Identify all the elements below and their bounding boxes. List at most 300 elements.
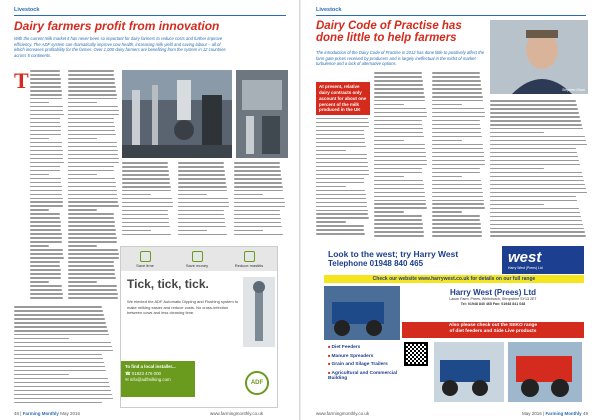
text-line [490, 224, 583, 226]
right-folio: May 2016 | Farming Monthly 49 [522, 411, 588, 416]
text-line [30, 297, 63, 299]
text-line [490, 192, 587, 194]
text-line [374, 124, 422, 126]
text-line [316, 142, 365, 144]
text-line [316, 225, 364, 227]
seko-line-1: Also please check out the SEKO range [448, 323, 538, 328]
spreader-photo [508, 342, 582, 402]
text-line [316, 126, 369, 128]
seko-banner[interactable] [402, 322, 584, 338]
text-line [432, 92, 482, 94]
text-line [14, 330, 108, 332]
text-line [432, 84, 481, 86]
text-line [68, 78, 115, 80]
text-line [490, 208, 579, 210]
text-line [432, 76, 480, 78]
reduce-mastitis-icon-cell [231, 251, 267, 268]
ad-slogan: Look to the west; try Harry West [328, 249, 459, 259]
text-line [30, 273, 61, 275]
contact-heading: To find a local installer... [125, 364, 176, 369]
text-line [490, 184, 585, 186]
text-line [316, 213, 368, 215]
text-line [178, 178, 226, 180]
body-column-4 [490, 100, 588, 240]
text-line [432, 112, 485, 114]
text-line [374, 136, 424, 138]
text-line [432, 128, 481, 130]
text-line [316, 174, 369, 176]
text-line [122, 174, 169, 176]
text-line [68, 150, 118, 152]
text-line [374, 172, 422, 174]
text-line [178, 190, 227, 192]
text-line [432, 88, 482, 90]
text-line [432, 140, 462, 142]
text-line [30, 269, 61, 271]
text-line [178, 202, 229, 204]
text-line [374, 148, 425, 150]
text-line [14, 318, 105, 320]
text-line [432, 219, 480, 221]
text-lines [374, 72, 428, 237]
issue-date: May 2016 [60, 411, 80, 416]
text-line [432, 148, 483, 150]
pull-quote: At present, relative dairy contracts only account for about one percent of the milk produced in the UK [316, 82, 370, 115]
text-line [122, 230, 151, 232]
text-line [68, 118, 114, 120]
text-line [14, 402, 102, 404]
text-line [30, 74, 60, 76]
text-lines [178, 162, 230, 235]
text-line [30, 293, 63, 295]
text-line [122, 218, 169, 220]
text-line [178, 234, 227, 236]
text-line [490, 104, 577, 106]
text-line [316, 190, 365, 192]
text-line [14, 374, 69, 376]
text-line [178, 230, 207, 232]
text-line [374, 128, 423, 130]
text-line [68, 221, 115, 223]
text-line [490, 188, 586, 190]
text-line [374, 160, 427, 162]
text-line [68, 194, 117, 196]
text-line [432, 168, 480, 170]
company-address: Lacon Farm, Prees, Whitchurch, Shropshire SY13 2ET [449, 297, 537, 301]
text-line [68, 229, 116, 231]
text-line [316, 221, 346, 223]
text-line [30, 114, 64, 116]
text-line [30, 174, 49, 176]
text-line [374, 184, 424, 186]
text-line [234, 174, 281, 176]
text-line [234, 162, 280, 164]
text-line [178, 166, 224, 168]
text-line [68, 162, 119, 164]
text-line [316, 138, 365, 140]
text-line [178, 194, 207, 196]
text-line [122, 198, 172, 200]
text-line [14, 326, 107, 328]
text-line [316, 170, 369, 172]
text-line [432, 200, 484, 202]
text-line [30, 134, 61, 136]
text-line [432, 188, 482, 190]
text-line [490, 212, 580, 214]
text-line [30, 78, 61, 80]
text-line [316, 146, 366, 148]
text-line [30, 194, 62, 196]
text-line [490, 132, 544, 134]
text-line [68, 182, 116, 184]
save-money-icon-cell [179, 251, 215, 268]
text-line [14, 362, 104, 364]
text-line [68, 86, 116, 88]
section-rule [14, 15, 286, 16]
text-line [68, 249, 118, 251]
text-line [30, 138, 49, 140]
icon-label: Save time [136, 263, 154, 268]
text-line [68, 265, 114, 267]
text-line [178, 222, 225, 224]
product-item: ■ Manure Spreaders [328, 353, 402, 359]
text-line [490, 156, 578, 158]
text-line [30, 102, 49, 104]
text-line [30, 229, 61, 231]
body-column-3 [122, 162, 174, 240]
text-line [234, 202, 285, 204]
text-line [374, 235, 424, 237]
text-line [68, 158, 119, 160]
ad-contact-box[interactable] [121, 361, 195, 397]
text-line [178, 170, 225, 172]
text-line [432, 176, 462, 178]
text-line [30, 186, 62, 188]
text-line [68, 114, 119, 116]
text-line [30, 221, 61, 223]
text-line [374, 223, 423, 225]
text-line [30, 162, 64, 164]
section-label: Livestock [14, 7, 40, 13]
text-line [30, 217, 60, 219]
text-line [316, 198, 366, 200]
text-line [490, 164, 580, 166]
text-line [68, 190, 117, 192]
text-line [122, 206, 173, 208]
page-number: 49 [582, 411, 588, 416]
text-line [68, 233, 116, 235]
text-line [490, 231, 585, 233]
text-line [122, 214, 168, 216]
text-line [122, 190, 171, 192]
text-line [490, 116, 580, 118]
text-line [14, 358, 103, 360]
text-line [30, 277, 61, 279]
text-line [490, 100, 576, 102]
text-line [374, 80, 423, 82]
text-line [14, 394, 112, 396]
text-line [490, 140, 586, 142]
text-line [432, 120, 480, 122]
issue-date: May 2016 [522, 411, 542, 416]
text-line [374, 211, 404, 213]
text-line [234, 206, 285, 208]
text-line [490, 128, 583, 130]
article-standfirst: With the current milk market it has never been so important for dairy farmers to reduce costs and further improve efficiency. The ADF system can dramatically improve cow health, increasing milk yield and saving labour – all of which increases profitability for the farmer. Over 1,000 dairy farmers are benefiting from the system in 12 countries across 5 continents. [14, 36, 226, 59]
text-line [432, 104, 462, 106]
text-line [30, 154, 63, 156]
text-line [316, 217, 369, 219]
text-lines [122, 162, 174, 235]
text-line [68, 241, 117, 243]
text-line [14, 398, 113, 400]
company-block [402, 288, 584, 307]
product-list [328, 344, 402, 383]
equipment-photo [236, 70, 288, 158]
photo-caption: Stephen Dean [562, 88, 585, 92]
ad-header [324, 246, 504, 270]
product-item: ■ Diet Feeders [328, 344, 402, 350]
text-line [374, 168, 422, 170]
text-line [432, 211, 462, 213]
logo-subtitle: Harry West (Prees) Ltd [508, 266, 543, 270]
text-line [30, 126, 61, 128]
text-line [234, 230, 263, 232]
text-line [68, 198, 118, 200]
text-line [30, 166, 60, 168]
text-line [68, 170, 114, 172]
text-line [316, 122, 369, 124]
text-line [490, 216, 581, 218]
text-line [68, 74, 114, 76]
text-line [14, 314, 104, 316]
text-line [68, 138, 97, 140]
text-line [68, 217, 114, 219]
text-line [122, 226, 170, 228]
product-item: ■ Agricultural and Commercial Building [328, 370, 402, 381]
text-line [68, 269, 115, 271]
text-line [30, 233, 62, 235]
body-column-5 [234, 162, 286, 240]
text-line [374, 156, 426, 158]
text-line [432, 227, 481, 229]
text-line [30, 142, 62, 144]
text-line [68, 154, 118, 156]
save-time-icon-cell [127, 251, 163, 268]
text-line [68, 82, 115, 84]
harry-west-advert[interactable] [324, 246, 584, 408]
text-line [68, 273, 115, 275]
website-banner[interactable]: Check our website www.harrywest.co.uk for details on our full range [324, 275, 584, 283]
text-line [374, 200, 426, 202]
text-line [14, 370, 106, 372]
text-line [68, 213, 114, 215]
text-line [68, 126, 115, 128]
ad-telephone[interactable]: Telephone 01948 840 465 [328, 259, 424, 268]
shield-icon [244, 251, 255, 262]
text-line [30, 146, 62, 148]
body-column-3 [432, 72, 486, 240]
phone-number[interactable]: ☎ 01823 476 000 [125, 371, 161, 376]
text-line [432, 192, 483, 194]
text-line [234, 234, 283, 236]
text-line [316, 206, 367, 208]
text-line [316, 182, 364, 184]
text-line [68, 130, 115, 132]
text-line [68, 245, 97, 247]
text-line [14, 338, 69, 340]
text-line [374, 108, 426, 110]
text-line [30, 285, 62, 287]
text-line [14, 366, 105, 368]
body-column-6 [14, 306, 114, 406]
text-lines [432, 72, 486, 237]
text-line [374, 100, 425, 102]
text-line [30, 118, 60, 120]
text-line [30, 198, 63, 200]
machinery-photo [324, 286, 400, 340]
text-line [432, 132, 481, 134]
text-line [316, 150, 346, 152]
text-line [30, 201, 63, 203]
text-line [432, 108, 484, 110]
text-line [490, 152, 577, 154]
text-line [68, 146, 117, 148]
text-line [374, 192, 425, 194]
text-line [68, 178, 115, 180]
icon-label: Reduce mastitis [234, 263, 264, 268]
text-line [30, 86, 61, 88]
ad-product-photo [243, 277, 275, 347]
seko-line-2: of diet feeders and Side Live products [449, 328, 537, 334]
text-line [374, 104, 404, 106]
ad-tagline: Tick, tick, tick. [127, 277, 209, 291]
text-line [316, 118, 368, 120]
product-item: ■ Grain and Silage Trailers [328, 361, 402, 367]
text-line [30, 170, 60, 172]
text-lines [14, 306, 114, 403]
text-line [30, 182, 61, 184]
text-line [68, 94, 117, 96]
article-headline: Dairy Code of Practise has done little to help farmers [316, 20, 462, 45]
text-line [178, 206, 229, 208]
text-line [68, 277, 116, 279]
text-line [490, 112, 579, 114]
text-line [490, 160, 579, 162]
qr-code[interactable] [404, 342, 428, 366]
text-line [432, 235, 482, 237]
text-line [30, 158, 63, 160]
text-line [14, 350, 113, 352]
adf-logo: ADF [245, 371, 269, 395]
text-line [68, 102, 97, 104]
icon-label: Save money [185, 263, 209, 268]
text-line [432, 116, 485, 118]
text-line [432, 160, 485, 162]
text-line [14, 334, 109, 336]
text-line [316, 194, 366, 196]
text-line [432, 184, 482, 186]
text-line [432, 203, 484, 205]
text-line [432, 172, 480, 174]
text-line [374, 164, 427, 166]
text-line [490, 136, 585, 138]
text-line [432, 136, 482, 138]
text-line [374, 140, 404, 142]
text-line [178, 174, 225, 176]
company-contact[interactable]: Tel: 01948 840 465 Fax: 01948 841 048 [460, 302, 526, 307]
text-line [30, 190, 62, 192]
text-line [490, 220, 582, 222]
text-line [68, 297, 118, 299]
text-line [30, 225, 61, 227]
coin-icon [192, 251, 203, 262]
text-line [432, 152, 484, 154]
article-headline: Dairy farmers profit from innovation [14, 19, 220, 33]
text-line [316, 178, 364, 180]
email-address[interactable]: ✉ info@adfmilking.com [125, 377, 171, 382]
text-line [30, 245, 49, 247]
text-line [68, 106, 118, 108]
text-line [316, 134, 364, 136]
text-line [68, 209, 97, 211]
text-line [30, 130, 61, 132]
text-line [14, 386, 110, 388]
text-lines [68, 70, 120, 299]
text-line [374, 196, 425, 198]
text-line [234, 166, 280, 168]
trailer-photo [434, 342, 504, 402]
company-name: Harry West (Prees) Ltd [449, 288, 537, 297]
text-lines [30, 70, 64, 299]
section-label: Livestock [316, 7, 342, 13]
text-line [234, 182, 282, 184]
text-line [234, 178, 282, 180]
text-line [374, 219, 422, 221]
farmer-portrait-photo [490, 20, 588, 94]
text-line [316, 154, 367, 156]
text-line [30, 150, 63, 152]
text-line [68, 90, 116, 92]
drop-cap: T [14, 68, 29, 93]
adf-advert[interactable] [120, 246, 278, 408]
text-line [374, 207, 427, 209]
text-line [432, 156, 484, 158]
body-column-1 [30, 70, 64, 302]
milking-parlour-photo [122, 70, 232, 158]
text-line [490, 180, 584, 182]
text-line [122, 210, 168, 212]
text-line [68, 174, 97, 176]
text-line [122, 170, 169, 172]
spread-gutter [299, 0, 301, 420]
text-line [68, 289, 117, 291]
text-line [490, 172, 582, 174]
text-line [234, 214, 280, 216]
left-folio-web: www.farmingmonthly.co.uk [210, 411, 264, 416]
text-line [30, 261, 60, 263]
text-line [490, 124, 582, 126]
text-line [316, 166, 368, 168]
text-line [30, 94, 62, 96]
text-line [490, 228, 584, 230]
text-line [374, 144, 425, 146]
section-rule [316, 15, 586, 16]
magazine-name: Farming Monthly [545, 411, 582, 416]
text-line [68, 166, 114, 168]
text-line [374, 88, 424, 90]
text-line [30, 110, 63, 112]
